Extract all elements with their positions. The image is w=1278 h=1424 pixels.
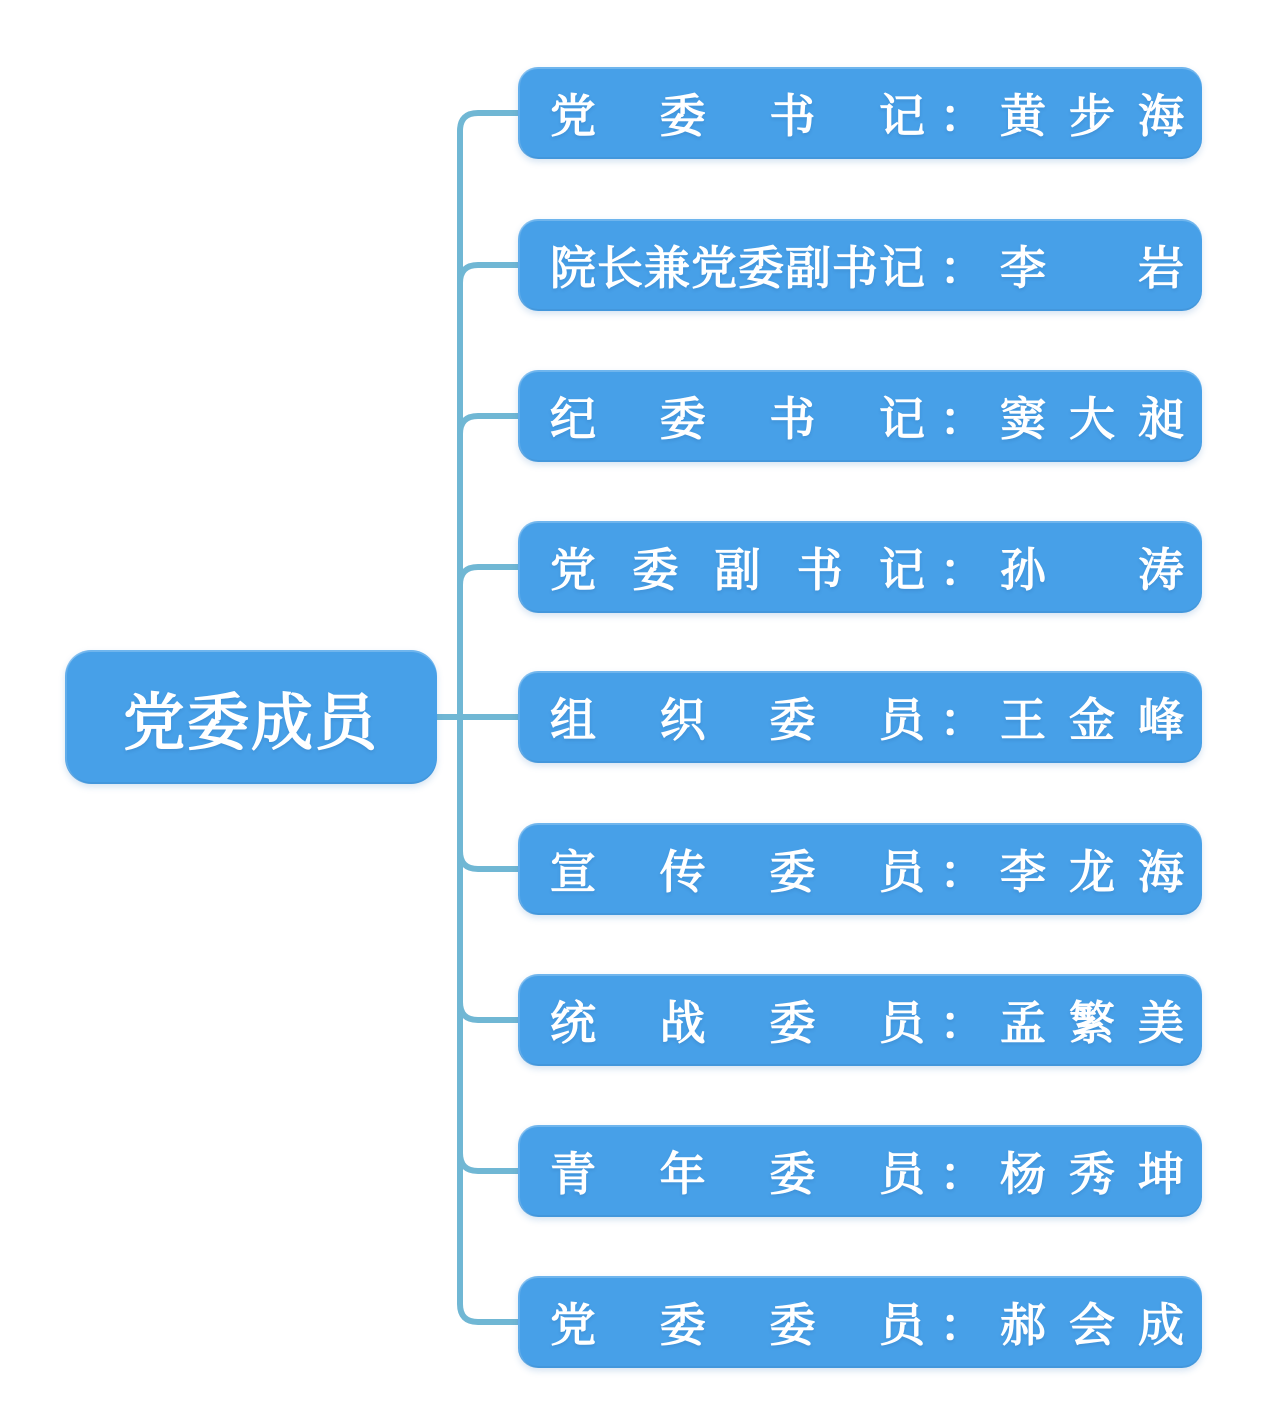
node-colon: ： [939,694,986,746]
org-node-committee-member [518,1276,1202,1368]
connector-branch-4 [460,567,519,585]
node-name: 杨秀坤 [1000,1148,1184,1200]
node-title: 院长兼党委副书记 [550,242,925,294]
connector-branch-8 [460,1153,519,1171]
node-name: 李龙海 [1000,846,1184,898]
connector-branch-7 [460,1002,519,1020]
node-colon: ： [939,1299,986,1351]
org-node-dean-deputy-secretary [518,219,1202,311]
node-title: 统战委员 [550,997,925,1049]
node-name: 孟繁美 [1000,997,1184,1049]
org-node-party-secretary [518,67,1202,159]
node-name: 王金峰 [1000,694,1184,746]
connector-branch-6 [460,851,519,869]
node-colon: ： [939,846,986,898]
node-name: 郝会成 [1000,1299,1184,1351]
org-node-united-front-member [518,974,1202,1066]
root-node-label: 党委成员 [122,688,379,758]
node-name: 窦大昶 [1000,393,1184,445]
org-node-youth-member [518,1125,1202,1217]
org-node-organization-member [518,671,1202,763]
node-title: 纪委书记 [550,393,925,445]
connector-branch-2 [460,265,519,283]
node-colon: ： [939,544,986,596]
node-title: 宣传委员 [550,846,925,898]
node-title: 党委副书记 [550,544,925,596]
node-colon: ： [939,1148,986,1200]
node-title: 党委书记 [550,90,925,142]
node-colon: ： [939,393,986,445]
node-title: 党委委员 [550,1299,925,1351]
org-node-propaganda-member [518,823,1202,915]
node-title: 组织委员 [550,694,925,746]
node-title: 青年委员 [550,1148,925,1200]
connector-branch-3 [460,416,519,434]
node-name: 孙涛 [1000,544,1184,596]
node-colon: ： [939,242,986,294]
node-colon: ： [939,90,986,142]
node-name: 黄步海 [1000,90,1184,142]
node-name: 李岩 [1000,242,1184,294]
org-node-discipline-secretary [518,370,1202,462]
root-node-party-committee [65,650,437,784]
org-node-deputy-secretary [518,521,1202,613]
node-colon: ： [939,997,986,1049]
